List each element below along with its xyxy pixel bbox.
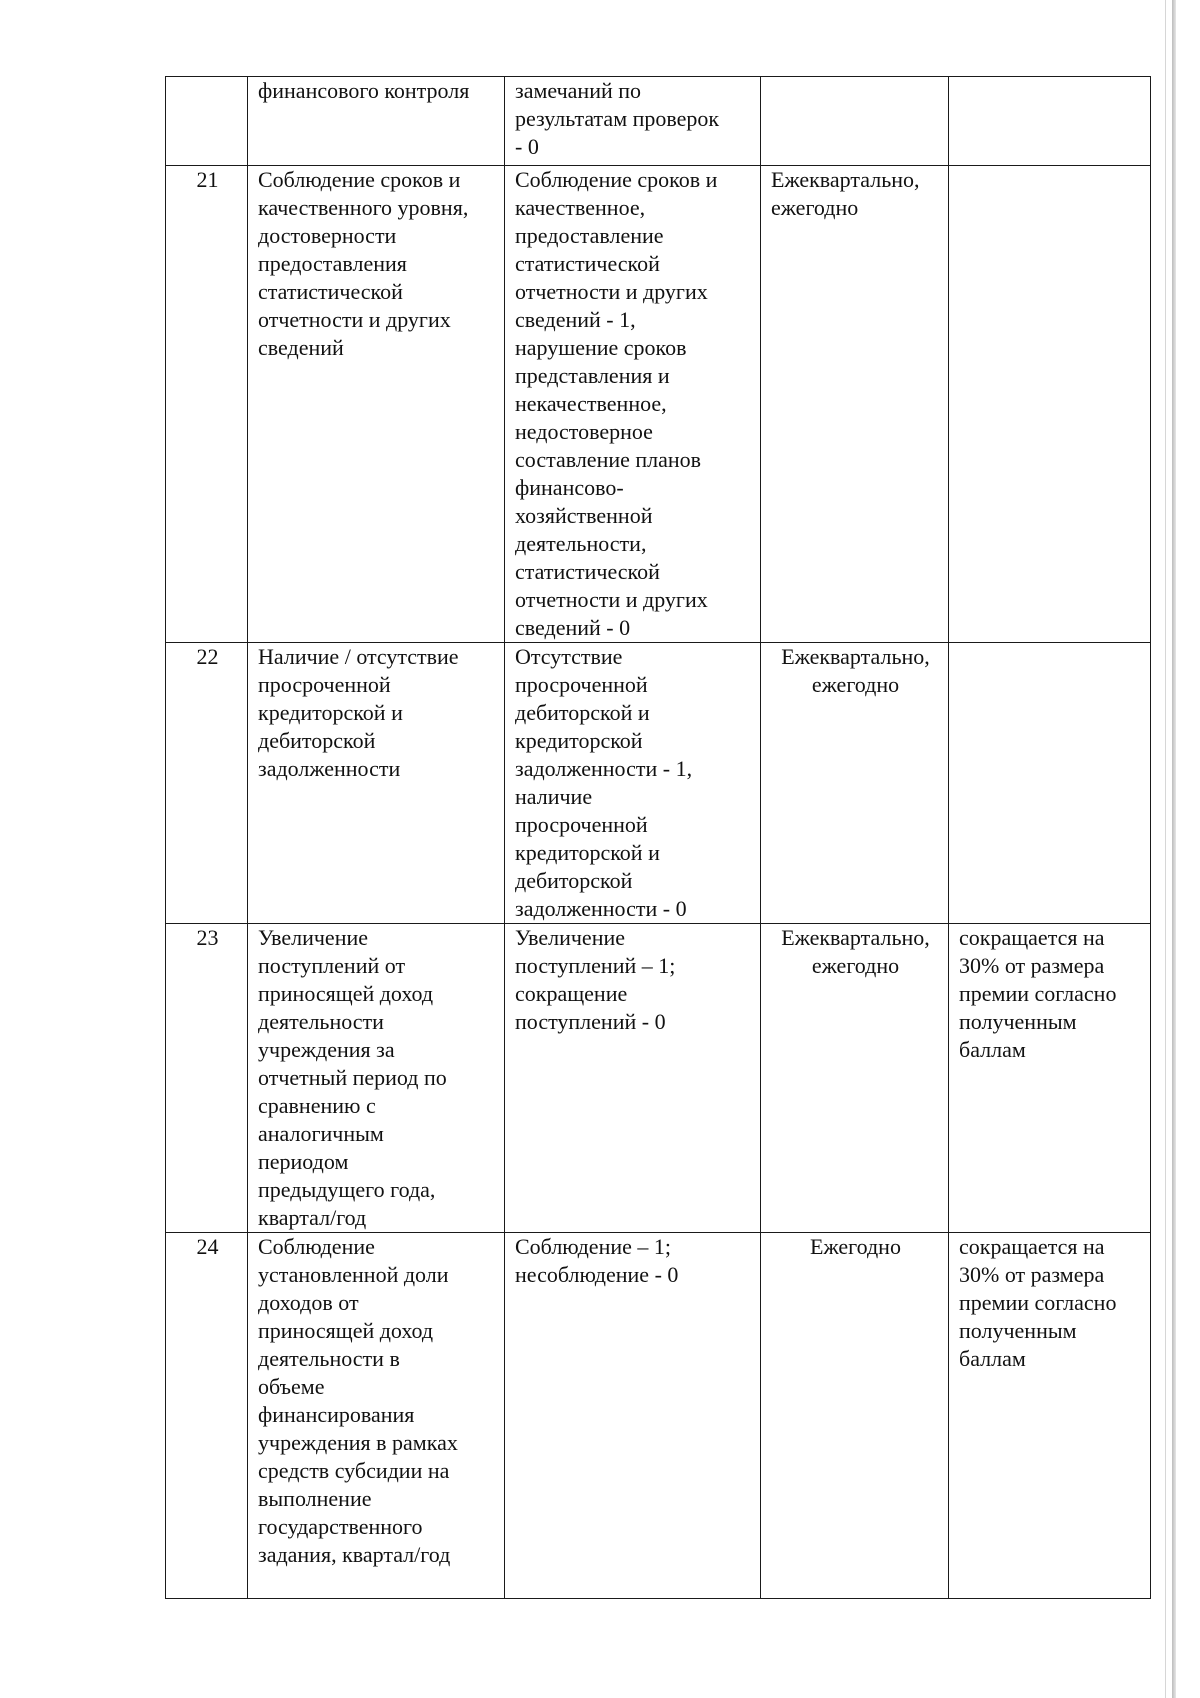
- criteria-cell: Отсутствие просроченной дебиторской и кредиторской задолженности - 1, наличие просроченной кредиторской и дебиторской задолженности - 0: [505, 643, 761, 924]
- indicator-cell: Увеличение поступлений от приносящей доход деятельности учреждения за отчетный период по сравнению с аналогичным периодом предыдущего года, квартал/год: [248, 924, 505, 1233]
- period-cell: Ежеквартально, ежегодно: [761, 166, 949, 643]
- page-edge-shadow: [1172, 0, 1176, 1698]
- page-edge-line: [1165, 0, 1166, 1698]
- indicator-cell: Соблюдение сроков и качественного уровня, достоверности предоставления статистической отчетности и других сведений: [248, 166, 505, 643]
- period-cell: Ежегодно: [761, 1233, 949, 1599]
- row-number: 21: [166, 166, 248, 643]
- row-number: 23: [166, 924, 248, 1233]
- note-cell: [949, 77, 1151, 166]
- criteria-table: [165, 76, 1151, 1599]
- note-cell: [949, 166, 1151, 643]
- row-number: [166, 77, 248, 166]
- indicator-cell: финансового контроля: [248, 77, 505, 166]
- row-number: 22: [166, 643, 248, 924]
- table-row: [166, 77, 1151, 166]
- indicator-cell: Наличие / отсутствие просроченной кредиторской и дебиторской задолженности: [248, 643, 505, 924]
- note-cell: сокращается на 30% от размера премии согласно полученным баллам: [949, 924, 1151, 1233]
- period-cell: Ежеквартально, ежегодно: [761, 643, 949, 924]
- table-row: [166, 924, 1151, 1233]
- period-cell: Ежеквартально, ежегодно: [761, 924, 949, 1233]
- table-row: [166, 1233, 1151, 1599]
- criteria-cell: Соблюдение сроков и качественное, предоставление статистической отчетности и других сведений - 1, нарушение сроков представления и некачественное, недостоверное составление планов финансово- хозяйственной деятельности, статистической отчетности и других сведений - 0: [505, 166, 761, 643]
- criteria-cell: Увеличение поступлений – 1; сокращение поступлений - 0: [505, 924, 761, 1233]
- criteria-cell: замечаний по результатам проверок - 0: [505, 77, 761, 166]
- period-cell: [761, 77, 949, 166]
- table-row: [166, 166, 1151, 643]
- table-row: [166, 643, 1151, 924]
- indicator-cell: Соблюдение установленной доли доходов от приносящей доход деятельности в объеме финансирования учреждения в рамках средств субсидии на выполнение государственного задания, квартал/год: [248, 1233, 505, 1599]
- note-cell: сокращается на 30% от размера премии согласно полученным баллам: [949, 1233, 1151, 1599]
- note-cell: [949, 643, 1151, 924]
- row-number: 24: [166, 1233, 248, 1599]
- criteria-cell: Соблюдение – 1; несоблюдение - 0: [505, 1233, 761, 1599]
